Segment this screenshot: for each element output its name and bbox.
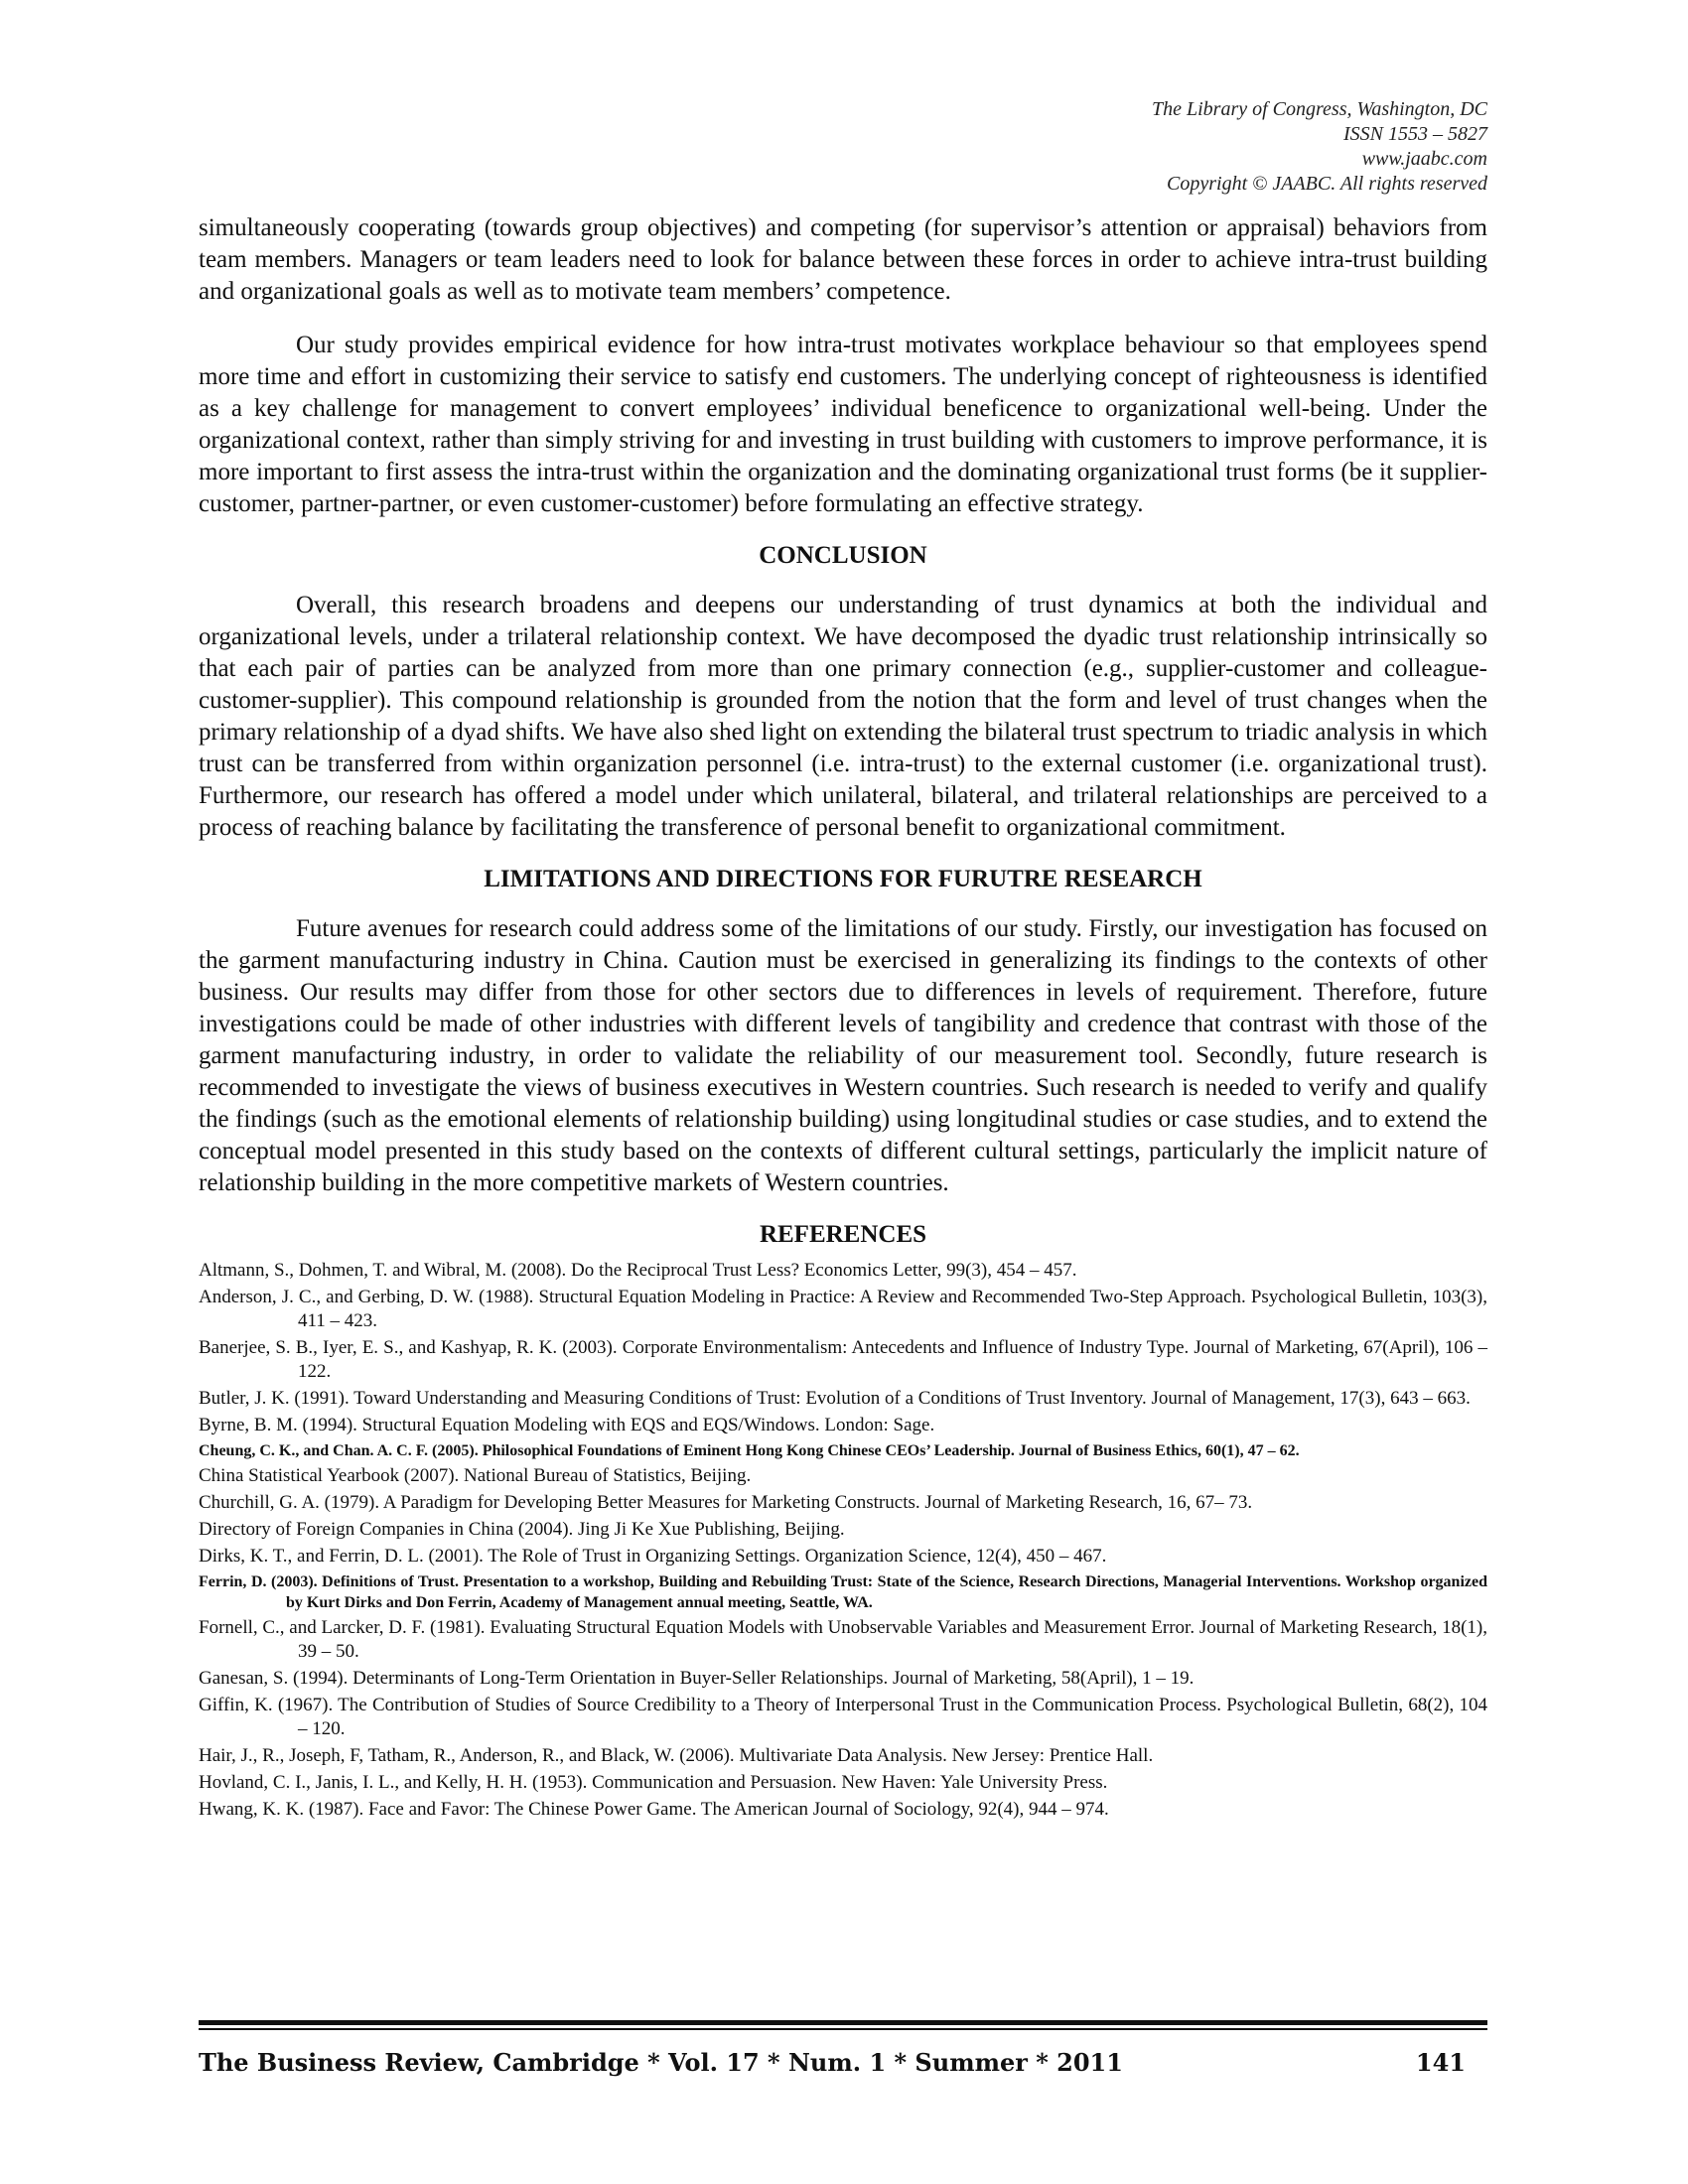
- header-line-issn: ISSN 1553 – 5827: [1343, 123, 1487, 145]
- body-paragraph: simultaneously cooperating (towards group objectives) and competing (for supervisor’s attention or appraisal) behaviors from team members. Managers or team leaders need to look for balance between these forces in order to achieve intra-trust building and organizational goals as well as to motivate team members’ competence.: [199, 214, 1487, 305]
- section-heading-references: REFERENCES: [759, 1221, 927, 1248]
- header-line-publisher: The Library of Congress, Washington, DC: [1151, 98, 1487, 120]
- reference-item: Churchill, G. A. (1979). A Paradigm for Developing Better Measures for Marketing Constructs. Journal of Marketing Research, 16, 67– 73.: [199, 1492, 1253, 1513]
- reference-item: Cheung, C. K., and Chan. A. C. F. (2005). Philosophical Foundations of Eminent Hong Kong Chinese CEOs’ Leadership. Journal of Business Ethics, 60(1), 47 – 62.: [199, 1442, 1300, 1459]
- reference-item: Butler, J. K. (1991). Toward Understanding and Measuring Conditions of Trust: Evolution of a Conditions of Trust Inventory. Journal of Management, 17(3), 643 – 663.: [199, 1388, 1471, 1409]
- reference-item: Byrne, B. M. (1994). Structural Equation Modeling with EQS and EQS/Windows. London: Sage.: [199, 1415, 935, 1435]
- reference-item: Altmann, S., Dohmen, T. and Wibral, M. (2008). Do the Reciprocal Trust Less? Economics Letter, 99(3), 454 – 457.: [199, 1260, 1077, 1281]
- footer-rule-thick: [199, 2020, 1487, 2025]
- reference-item: Hair, J., R., Joseph, F, Tatham, R., Anderson, R., and Black, W. (2006). Multivariate Data Analysis. New Jersey: Prentice Hall.: [199, 1745, 1154, 1766]
- reference-list: [199, 1259, 1487, 1822]
- footer-divider: [199, 2020, 1487, 2030]
- page-header: [1152, 97, 1487, 197]
- section-heading-limitations: LIMITATIONS AND DIRECTIONS FOR FURUTRE RESEARCH: [484, 866, 1202, 892]
- reference-item: Giffin, K. (1967). The Contribution of Studies of Source Credibility to a Theory of Interpersonal Trust in the Communication Process. Psychological Bulletin, 68(2), 104 – 120.: [199, 1695, 1487, 1739]
- header-line-website: www.jaabc.com: [1361, 148, 1487, 170]
- reference-item: Banerjee, S. B., Iyer, E. S., and Kashyap, R. K. (2003). Corporate Environmentalism: Antecedents and Influence of Industry Type. Journal of Marketing, 67(April), 106 – 122.: [199, 1337, 1487, 1382]
- reference-item: Ganesan, S. (1994). Determinants of Long-Term Orientation in Buyer-Seller Relationships. Journal of Marketing, 58(April), 1 – 19.: [199, 1668, 1195, 1689]
- body-paragraph: Overall, this research broadens and deepens our understanding of trust dynamics at both the individual and organizational levels, under a trilateral relationship context. We have decomposed the dyadic trust relationship intrinsically so that each pair of parties can be analyzed from more than one primary connection (e.g., supplier-customer and colleague-customer-supplier). This compound relationship is grounded from the notion that the form and level of trust changes when the primary relationship of a dyad shifts. We have also shed light on extending the bilateral trust spectrum to triadic analysis in which trust can be transferred from within organization personnel (i.e. intra-trust) to the external customer (i.e. organizational trust). Furthermore, our research has offered a model under which unilateral, bilateral, and trilateral relationships are perceived to a process of reaching balance by facilitating the transference of personal benefit to organizational commitment.: [199, 592, 1487, 841]
- body-paragraph: Our study provides empirical evidence for how intra-trust motivates workplace behaviour so that employees spend more time and effort in customizing their service to satisfy end customers. The underlying concept of righteousness is identified as a key challenge for management to convert employees’ individual beneficence to organizational well-being. Under the organizational context, rather than simply striving for and investing in trust building with customers to improve performance, it is more important to first assess the intra-trust within the organization and the dominating organizational trust forms (be it supplier-customer, partner-partner, or even customer-customer) before formulating an effective strategy.: [199, 332, 1487, 517]
- section-heading-conclusion: CONCLUSION: [759, 542, 927, 569]
- reference-item: Dirks, K. T., and Ferrin, D. L. (2001). The Role of Trust in Organizing Settings. Organization Science, 12(4), 450 – 467.: [199, 1546, 1107, 1567]
- reference-item: Hwang, K. K. (1987). Face and Favor: The Chinese Power Game. The American Journal of Sociology, 92(4), 944 – 974.: [199, 1799, 1109, 1820]
- reference-item: China Statistical Yearbook (2007). National Bureau of Statistics, Beijing.: [199, 1465, 752, 1486]
- header-line-copyright: Copyright © JAABC. All rights reserved: [1167, 173, 1487, 195]
- reference-item: Ferrin, D. (2003). Definitions of Trust. Presentation to a workshop, Building and Rebuilding Trust: State of the Science, Research Directions, Managerial Interventions. Workshop organized by Kurt Dirks and Don Ferrin, Academy of Management annual meeting, Seattle, WA.: [199, 1573, 1487, 1611]
- reference-item: Fornell, C., and Larcker, D. F. (1981). Evaluating Structural Equation Models with Unobservable Variables and Measurement Error. Journal of Marketing Research, 18(1), 39 – 50.: [199, 1617, 1488, 1662]
- main-content: [199, 212, 1487, 1825]
- footer-rule-thin: [199, 2028, 1487, 2030]
- body-paragraph: Future avenues for research could address some of the limitations of our study. Firstly, our investigation has focused on the garment manufacturing industry in China. Caution must be exercised in generalizing its findings to the contexts of other business. Our results may differ from those for other sectors due to differences in levels of requirement. Therefore, future investigations could be made of other industries with different levels of tangibility and credence that contrast with those of the garment manufacturing industry, in order to validate the reliability of our measurement tool. Secondly, future research is recommended to investigate the views of business executives in Western countries. Such research is needed to verify and qualify the findings (such as the emotional elements of relationship building) using longitudinal studies or case studies, and to extend the conceptual model presented in this study based on the contexts of different cultural settings, particularly the implicit nature of relationship building in the more competitive markets of Western countries.: [199, 915, 1487, 1196]
- page-number: 141: [1415, 2048, 1466, 2077]
- reference-item: Hovland, C. I., Janis, I. L., and Kelly, H. H. (1953). Communication and Persuasion. New Haven: Yale University Press.: [199, 1772, 1108, 1793]
- footer-journal-info: The Business Review, Cambridge * Vol. 17 * Num. 1 * Summer * 2011: [199, 2048, 1123, 2077]
- reference-item: Anderson, J. C., and Gerbing, D. W. (1988). Structural Equation Modeling in Practice: A Review and Recommended Two-Step Approach. Psychological Bulletin, 103(3), 411 – 423.: [199, 1287, 1487, 1331]
- reference-item: Directory of Foreign Companies in China (2004). Jing Ji Ke Xue Publishing, Beijing.: [199, 1519, 845, 1540]
